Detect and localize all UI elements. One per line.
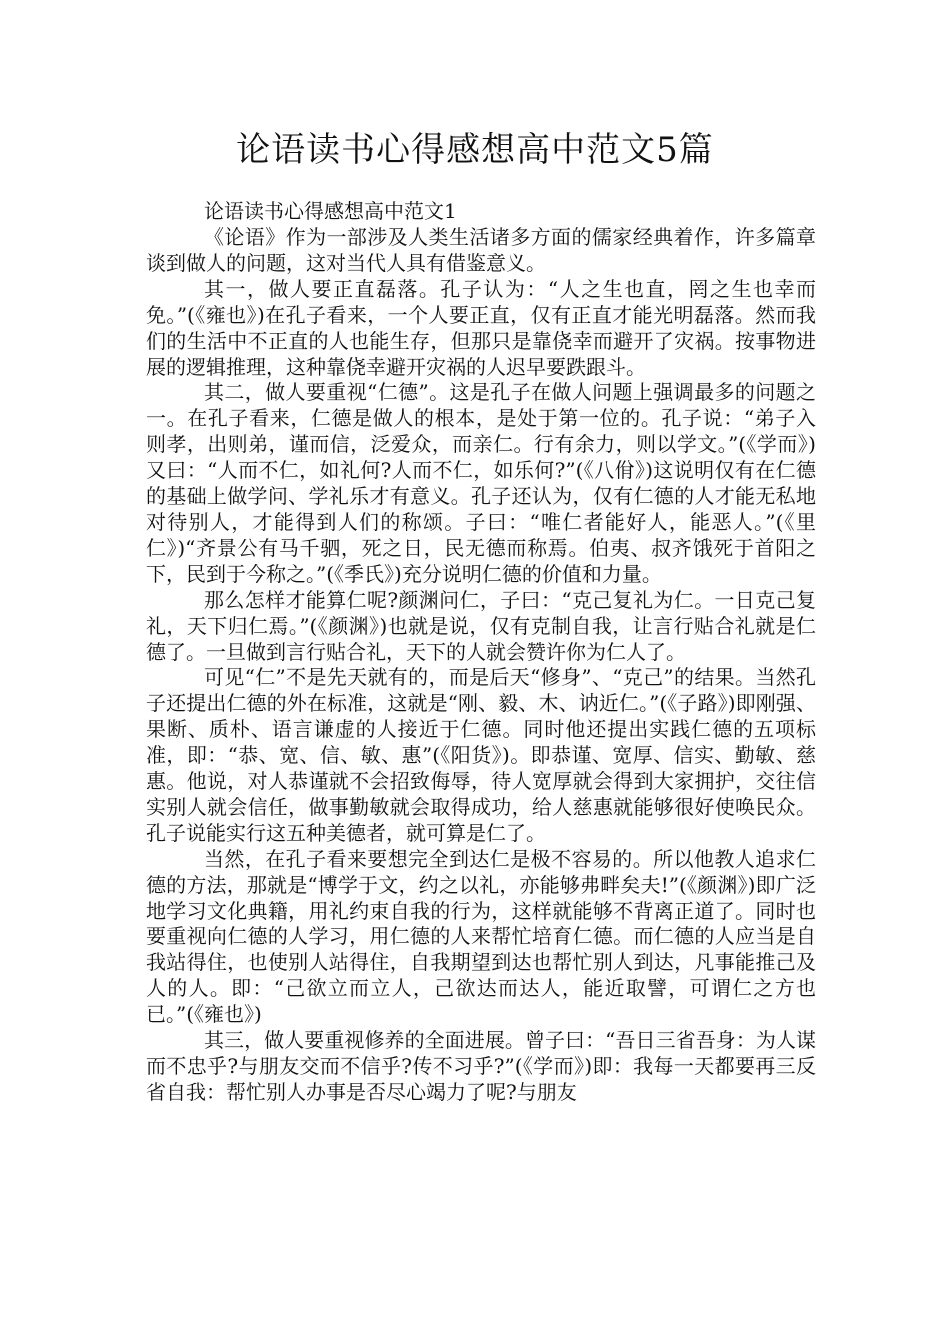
paragraph-point-two: 其二，做人要重视“仁德”。这是孔子在做人问题上强调最多的问题之一。在孔子看来，仁德是做人的根本，是处于第一位的。孔子说：“弟子入则孝，出则弟，谨而信，泛爱众，而亲仁。行有余力，则以学文。”(《学而》)又曰：“人而不仁，如礼何?人而不仁，如乐何?”(《八佾》)这说明仅有在仁德的基础上做学问、学礼乐才有意义。孔子还认为，仅有仁德的人才能无私地对待别人，才能得到人们的称颂。子曰：“唯仁者能好人，能恶人。”(《里仁》)“齐景公有马千驷，死之日，民无德而称焉。伯夷、叔齐饿死于首阳之下，民到于今称之。”(《季氏》)充分说明仁德的价值和力量。 <box>146 380 816 586</box>
document-title: 论语读书心得感想高中范文5篇 <box>236 130 714 170</box>
paragraph-intro: 《论语》作为一部涉及人类生活诸多方面的儒家经典着作，许多篇章谈到做人的问题，这对当代人具有借鉴意义。 <box>146 225 816 275</box>
paragraph-pursuing-ren: 当然，在孔子看来要想完全到达仁是极不容易的。所以他教人追求仁德的方法，那就是“博学于文，约之以礼，亦能够弗畔矣夫!”(《颜渊》)即广泛地学习文化典籍，用礼约束自我的行为，这样就能够不背离正道了。同时也要重视向仁德的人学习，用仁德的人来帮忙培育仁德。而仁德的人应当是自我站得住，也使别人站得住，自我期望到达也帮忙别人到达，凡事能推己及人的人。即：“己欲立而立人，己欲达而达人，能近取譬，可谓仁之方也已。”(《雍也》) <box>146 846 816 1027</box>
paragraph-point-three: 其三，做人要重视修养的全面进展。曾子曰：“吾日三省吾身：为人谋而不忠乎?与朋友交而不信乎?传不习乎?”(《学而》)即：我每一天都要再三反省自我：帮忙别人办事是否尽心竭力了呢?与朋友 <box>146 1028 816 1104</box>
document-body <box>146 198 816 1106</box>
paragraph-ren-standards: 可见“仁”不是先天就有的，而是后天“修身”、“克己”的结果。当然孔子还提出仁德的外在标准，这就是“刚、毅、木、讷近仁。”(《子路》)即刚强、果断、质朴、语言谦虚的人接近于仁德。同时他还提出实践仁德的五项标准，即：“恭、宽、信、敏、惠”(《阳货》)。即恭谨、宽厚、信实、勤敏、慈惠。他说，对人恭谨就不会招致侮辱，待人宽厚就会得到大家拥护，交往信实别人就会信任，做事勤敏就会取得成功，给人慈惠就能够很好使唤民众。孔子说能实行这五种美德者，就可算是仁了。 <box>146 665 816 845</box>
paragraph-how-to-be-ren: 那么怎样才能算仁呢?颜渊问仁，子曰：“克己复礼为仁。一日克己复礼，天下归仁焉。”(《颜渊》)也就是说，仅有克制自我，让言行贴合礼就是仁德了。一旦做到言行贴合礼，天下的人就会赞许你为仁人了。 <box>146 587 816 664</box>
paragraph-point-one: 其一，做人要正直磊落。孔子认为：“人之生也直，罔之生也幸而免。”(《雍也》)在孔子看来，一个人要正直，仅有正直才能光明磊落。然而我们的生活中不正直的人也能生存，但那只是靠侥幸而避开了灾祸。按事物进展的逻辑推理，这种靠侥幸避开灾祸的人迟早要跌跟斗。 <box>146 276 816 379</box>
section-heading: 论语读书心得感想高中范文1 <box>204 199 457 223</box>
